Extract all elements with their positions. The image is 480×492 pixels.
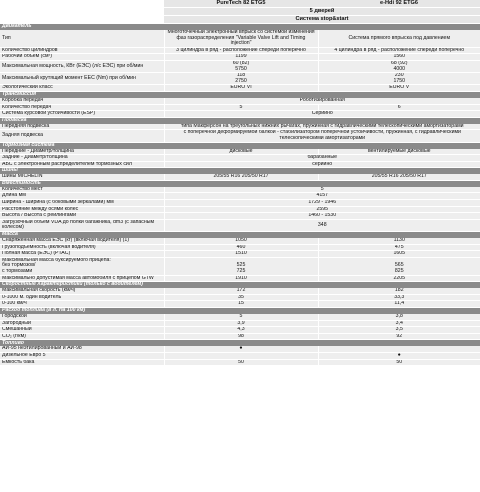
header-row-doors [0, 8, 480, 16]
spec-row [0, 161, 480, 168]
section-title: Подвеска [0, 117, 480, 124]
spec-row [0, 352, 480, 359]
spec-label: Дизельное Евро 5 [0, 352, 164, 359]
spec-label: Передняя подвеска [0, 124, 164, 130]
spec-value-col2: 1605 [318, 251, 480, 258]
spec-label: Грузоподъемность (включая водителя) [0, 244, 164, 251]
spec-row [0, 60, 480, 72]
spec-label: Рабочий объем (см³) [0, 54, 164, 61]
spec-value-shared: барабанные [164, 155, 480, 162]
spec-value-shared: 4157 [164, 193, 480, 200]
spec-value-col2: 50 [318, 359, 480, 366]
spec-value-col1: 35 [164, 294, 318, 301]
spec-label: Экологический класс [0, 85, 164, 92]
spec-row [0, 213, 480, 220]
spec-value-shared: 1460 - 1530 [164, 213, 480, 220]
spec-value-shared: с поперечной деформируемой балкой - стабилизатором поперечной устойчивости, пружинная, с гидравлическими телескопическими амортизаторами [164, 130, 480, 142]
spec-label: Максимальная масса буксируемого прицепа: без тормозов/ с тормозами [0, 257, 164, 275]
spec-value-shared: 2595 [164, 206, 480, 213]
spec-value-col1: 5 [164, 104, 318, 111]
spec-value-col2: 2205 [318, 275, 480, 282]
spec-label: CO₂ (г/км) [0, 333, 164, 340]
spec-label: Задняя подвеска [0, 130, 164, 142]
spec-row [0, 47, 480, 54]
spec-value-col1: 1199 [164, 54, 318, 61]
section-title: Расход топлива (в л. На 100 км) [0, 307, 480, 314]
spec-label: 0-1000 м. один водитель [0, 294, 164, 301]
spec-value-col1: 1050 [164, 238, 318, 244]
spec-value-col1: 525 725 [164, 257, 318, 275]
spec-value-col1: 98 [164, 333, 318, 340]
spec-label: Высота / Высота с рейлингами [0, 213, 164, 220]
spec-value-col2: 4 цилиндра в ряд - расположение спереди поперечно [318, 47, 480, 54]
section-title: Шины [0, 168, 480, 175]
spec-label: Снаряженная масса ЕЭС (кг) (включая водителя) (1) [0, 238, 164, 244]
spec-label: Максимальная мощность, КВт (ЕЭС) (л/с ЕЭС) при об/мин [0, 60, 164, 72]
spec-value-shared: 1729 - 1946 [164, 200, 480, 207]
spec-value-col1 [164, 352, 318, 359]
model-col1: PureTech 82 ETG5 [164, 0, 318, 8]
spec-label: Загородный [0, 320, 164, 327]
spec-value-shared: Серийно [164, 111, 480, 118]
spec-label: Длина мм [0, 193, 164, 200]
spec-value-col1: 4,3 [164, 327, 318, 334]
spec-value-col1: 205/55 R16 205/50 R17 [164, 174, 318, 180]
system-label: Система stop&start [164, 16, 480, 24]
spec-value-col2: ● [318, 352, 480, 359]
spec-label: Шины MICHELIN [0, 174, 164, 180]
spec-label: Максимальная скорость (км/ч) [0, 288, 164, 294]
section-title: Скоростные Характеристики (только с водителем) [0, 282, 480, 289]
spec-row [0, 200, 480, 207]
spec-row [0, 73, 480, 85]
model-col2: e-Hdi 92 ETG6 [318, 0, 480, 8]
spec-value-col2: 230 1750 [318, 73, 480, 85]
section-title: Вместимость [0, 180, 480, 187]
spec-row [0, 301, 480, 308]
spec-label: Максимальный крутящий момент ЕЕС (Nm) при об/мин [0, 73, 164, 85]
spec-value-shared: серийно [164, 161, 480, 168]
spec-value-col1: 118 2750 [164, 73, 318, 85]
spec-value-col1: 3,9 [164, 320, 318, 327]
spec-value-col2: 182 [318, 288, 480, 294]
spec-row [0, 104, 480, 111]
spec-label: Тип [0, 30, 164, 47]
spec-row [0, 320, 480, 327]
spec-row [0, 327, 480, 334]
spec-value-col1: ● [164, 346, 318, 352]
spec-row [0, 219, 480, 231]
spec-row [0, 130, 480, 142]
spec-row [0, 359, 480, 366]
spec-row [0, 206, 480, 213]
spec-label: Полная масса (ЕЭС) (PTAC) [0, 251, 164, 258]
spec-label: Ширина - Ширина (с боковыми зеркалами) мм [0, 200, 164, 207]
spec-row [0, 333, 480, 340]
spec-value-col2: 205/55 R16 205/50 R17 [318, 174, 480, 180]
doors-label: 5 дверей [164, 8, 480, 16]
header-row-system [0, 16, 480, 24]
spec-value-col1: дисковые [164, 149, 318, 155]
section-title: Тормозная система [0, 142, 480, 149]
spec-label: АИ-95 неэтилированный и АИ-98 [0, 346, 164, 352]
spec-row [0, 294, 480, 301]
spec-value-col1: 460 [164, 244, 318, 251]
spec-value-col2: вентилируемые дисковые [318, 149, 480, 155]
spec-value-shared: типа Макферсон на треугольных нижних рычагах, пружинная с гидравлическими телескопическими амортизаторами [164, 124, 480, 130]
spec-value-col2: EURO V [318, 85, 480, 92]
spec-value-col2: 565 825 [318, 257, 480, 275]
section-title: Трансмиссия [0, 91, 480, 98]
spec-value-col1: 60 (82) 5750 [164, 60, 318, 72]
spec-value-col2: 1130 [318, 238, 480, 244]
spec-label: Максимально допустимая масса автомобиля с прицепом GTW [0, 275, 164, 282]
header-row-models [0, 0, 480, 8]
spec-row [0, 111, 480, 118]
spec-row [0, 244, 480, 251]
spec-row [0, 149, 480, 155]
spec-value-col2: 68 (92) 4000 [318, 60, 480, 72]
spec-value-shared: 5 [164, 187, 480, 193]
spec-row [0, 257, 480, 275]
spec-label: Система курсовой устойчивости (ESP) [0, 111, 164, 118]
spec-value-col2: Система прямого впрыска под давлением [318, 30, 480, 47]
spec-label: Количество цилиндров [0, 47, 164, 54]
spec-row [0, 251, 480, 258]
spec-label: Расстояние между осями колёс [0, 206, 164, 213]
spec-value-shared: Роботизированная [164, 98, 480, 104]
spec-label: 0-100 км/ч [0, 301, 164, 308]
spec-value-col2: 475 [318, 244, 480, 251]
spec-label: Загрузочный объем VDA до полки багажника, dm3 (с запасным колесом) [0, 219, 164, 231]
spec-label: Коробка передач [0, 98, 164, 104]
spec-row [0, 85, 480, 92]
spec-value-col2: 6 [318, 104, 480, 111]
spec-label: Емкость бака [0, 359, 164, 366]
spec-value-col1: 3 цилиндра в ряд - расположение спереди поперечно [164, 47, 318, 54]
spec-label: Задние - Диаметр/толщина [0, 155, 164, 162]
spec-value-col2: 3,4 [318, 320, 480, 327]
spec-value-col1: 5 [164, 314, 318, 320]
spec-value-col2: 92 [318, 333, 480, 340]
spec-value-shared: 348 [164, 219, 480, 231]
section-title: Масса [0, 232, 480, 239]
spec-value-col2: 11,4 [318, 301, 480, 308]
section-title: Топливо [0, 340, 480, 347]
spec-value-col1: 15 [164, 301, 318, 308]
spec-value-col1: 1910 [164, 275, 318, 282]
spec-value-col1: Многоточечный электронный впрыск со системой изменения фаз газораспределения "Variable Valve Lift and Timing injection" [164, 30, 318, 47]
spec-value-col1: 172 [164, 288, 318, 294]
spec-label: Передние - Диаметр/толщина [0, 149, 164, 155]
spec-label: АБС с электронным распределителем тормозных сил [0, 161, 164, 168]
spec-value-col2: 33,3 [318, 294, 480, 301]
spec-value-col2: 3,5 [318, 327, 480, 334]
spec-row [0, 275, 480, 282]
spec-value-col1: EURO VI [164, 85, 318, 92]
spec-label: Смешанный [0, 327, 164, 334]
spec-value-col2: 1560 [318, 54, 480, 61]
spec-label: Количество передач [0, 104, 164, 111]
spec-value-col1: 1510 [164, 251, 318, 258]
section-title: Двигатель [0, 24, 480, 31]
spec-row [0, 155, 480, 162]
spec-row [0, 193, 480, 200]
spec-value-col1: 50 [164, 359, 318, 366]
spec-label: Городской [0, 314, 164, 320]
spec-row [0, 30, 480, 47]
spec-value-col2: 3,8 [318, 314, 480, 320]
spec-row [0, 54, 480, 61]
spec-label: Количество мест [0, 187, 164, 193]
